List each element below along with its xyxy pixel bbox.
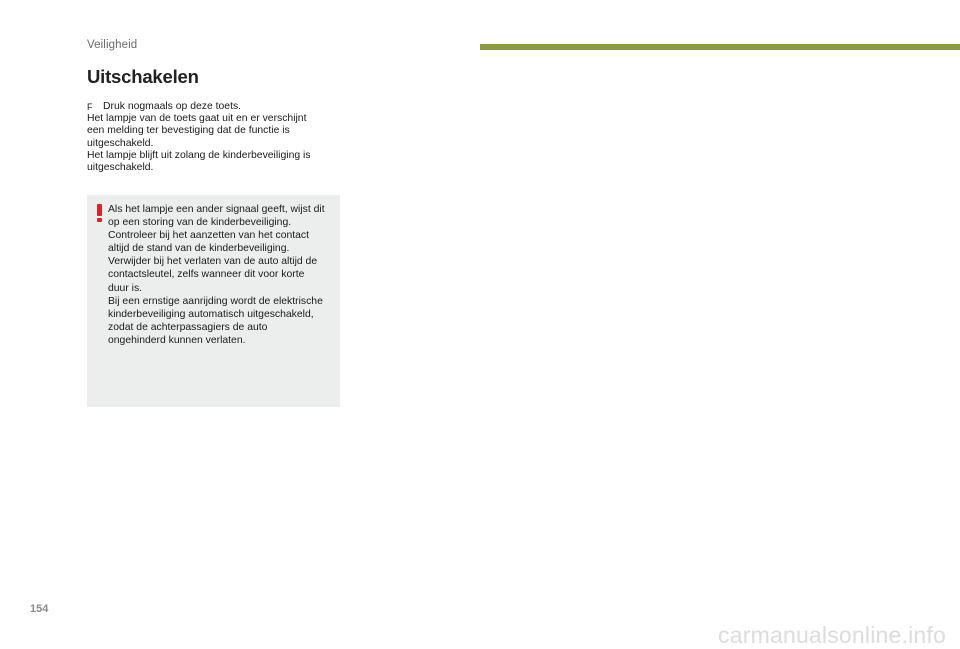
exclamation-icon	[95, 204, 103, 222]
warning-box	[87, 195, 340, 407]
body-text	[87, 101, 337, 174]
header-accent-bar	[480, 44, 960, 50]
paragraph-2: Het lampje blijft uit zolang de kinderbeveiliging is uitgeschakeld.	[87, 149, 311, 174]
paragraph-1: Het lampje van de toets gaat uit en er verschijnt een melding ter bevestiging dat de functie is uitgeschakeld.	[87, 113, 307, 149]
page-number: 154	[30, 603, 49, 615]
step-marker-icon: F	[87, 102, 93, 112]
warning-text: Als het lampje een ander signaal geeft, wijst dit op een storing van de kinderbeveiliging. Controleer bij het aanzetten van het contact altijd de stand van de kinderbeveiliging. Verwijder bij het verlaten van de auto altijd de contactsleutel, zelfs wanneer dit voor korte duur is. Bij een ernstige aanrijding wordt de elektrische kinderbeveiliging automatisch uitgeschakeld, zodat de achterpassagiers de auto ongehinderd kunnen verlaten.	[108, 204, 325, 346]
page-title: Uitschakelen	[87, 66, 199, 87]
step-item	[87, 101, 337, 113]
watermark: carmanualsonline.info	[718, 622, 946, 648]
step-text: Druk nogmaals op deze toets.	[103, 101, 242, 112]
section-label: Veiligheid	[87, 39, 138, 51]
